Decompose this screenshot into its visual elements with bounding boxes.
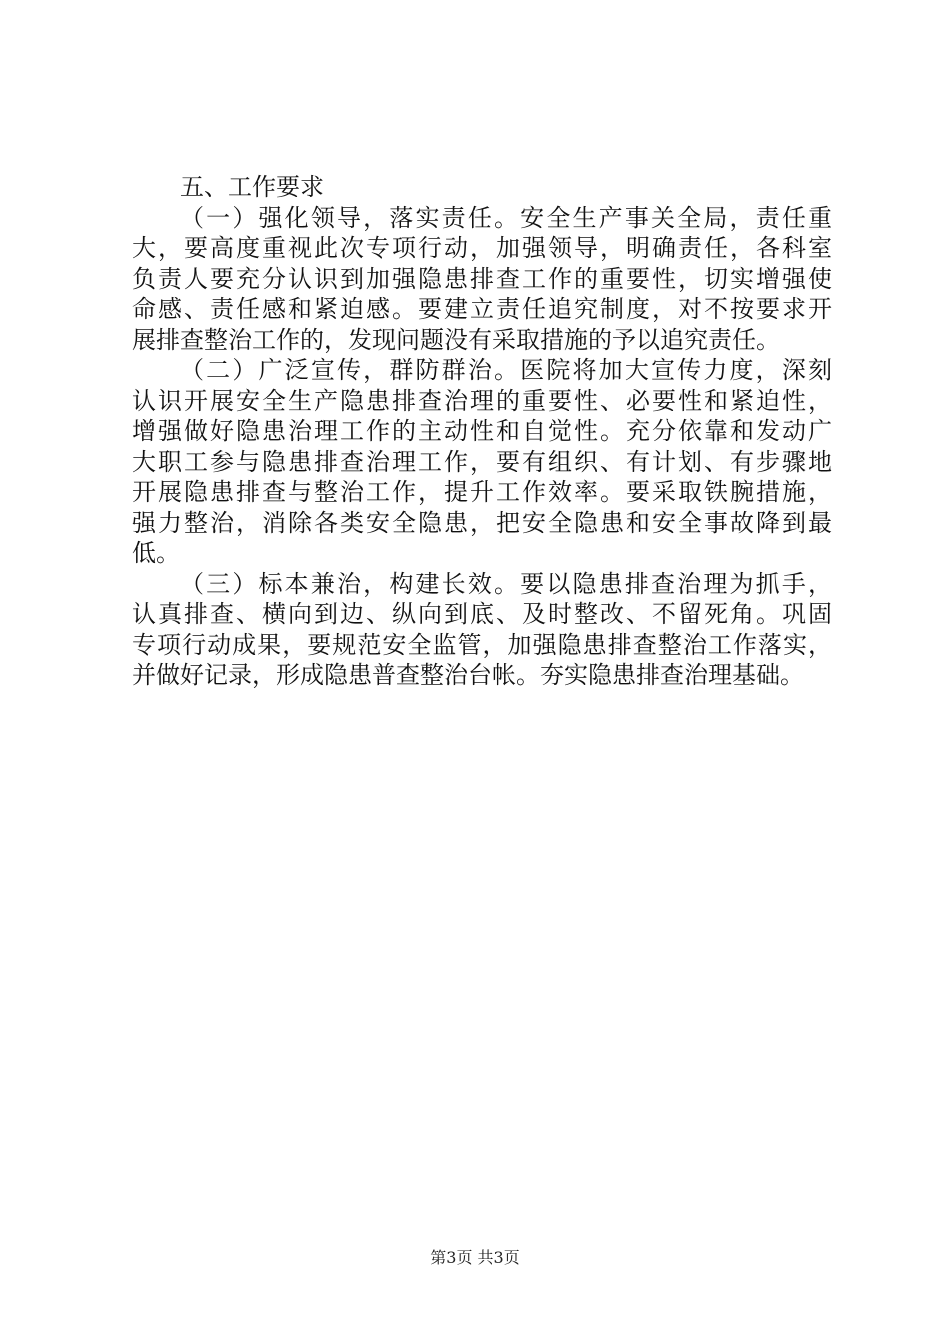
section-heading: 五、工作要求: [180, 173, 324, 201]
paragraph-1: [132, 203, 832, 356]
paragraph-line: 并做好记录，形成隐患普查整治台帐。夯实隐患排查治理基础。: [132, 661, 804, 689]
paragraph-line: 负责人要充分认识到加强隐患排查工作的重要性，切实增强使: [132, 264, 832, 293]
paragraph-line: 大，要高度重视此次专项行动，加强领导，明确责任，各科室: [132, 234, 832, 262]
paragraph-line: 展排查整治工作的，发现问题没有采取措施的予以追究责任。: [132, 325, 780, 354]
paragraph-3: [132, 569, 832, 691]
paragraph-line: 命感、责任感和紧迫感。要建立责任追究制度，对不按要求开: [132, 295, 832, 323]
paragraph-line: 认识开展安全生产隐患排查治理的重要性、必要性和紧迫性，: [132, 386, 832, 415]
paragraph-line: （一）强化领导，落实责任。安全生产事关全局，责任重: [180, 203, 832, 232]
paragraph-line: 低。: [132, 539, 180, 567]
paragraph-2: [132, 355, 832, 569]
paragraph-line: 开展隐患排查与整治工作，提升工作效率。要采取铁腕措施，: [132, 478, 832, 506]
document-body: [132, 172, 832, 691]
paragraph-line: 专项行动成果，要规范安全监管，加强隐患排查整治工作落实，: [132, 630, 832, 659]
paragraph-line: （三）标本兼治，构建长效。要以隐患排查治理为抓手，: [180, 569, 832, 598]
paragraph-line: 强力整治，消除各类安全隐患，把安全隐患和安全事故降到最: [132, 508, 832, 537]
paragraph-line: 增强做好隐患治理工作的主动性和自觉性。充分依靠和发动广: [132, 417, 832, 445]
paragraph-line: 大职工参与隐患排查治理工作，要有组织、有计划、有步骤地: [132, 447, 832, 476]
paragraph-line: （二）广泛宣传，群防群治。医院将加大宣传力度，深刻: [180, 356, 832, 384]
paragraph-line: 认真排查、横向到边、纵向到底、及时整改、不留死角。巩固: [132, 600, 832, 628]
page-footer: 第3页 共3页: [430, 1248, 520, 1267]
